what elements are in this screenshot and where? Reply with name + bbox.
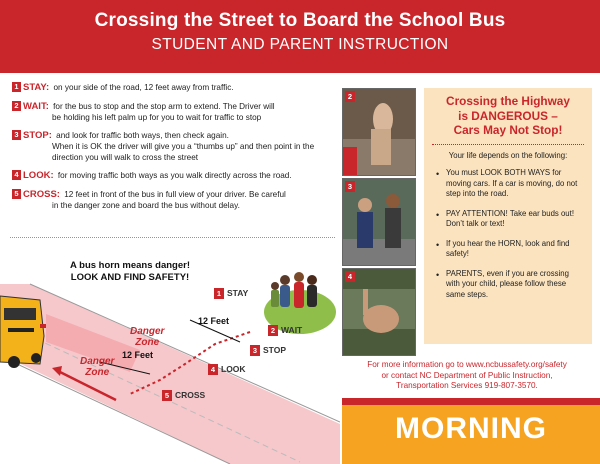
step-text: and look for traffic both ways, then check again. xyxy=(56,130,229,140)
label-text: CROSS xyxy=(175,390,206,400)
list-item: • PARENTS, even if you are crossing with your child, please follow these same steps. xyxy=(436,269,584,301)
label-number: 3 xyxy=(250,345,260,356)
label-text: WAIT xyxy=(281,325,303,335)
label-text: LOOK xyxy=(221,364,246,374)
step-wait xyxy=(12,101,338,124)
page-title: Crossing the Street to Board the School Bus xyxy=(94,10,506,31)
step-stay xyxy=(12,82,338,95)
photo-number: 4 xyxy=(345,271,355,282)
step-stop xyxy=(12,130,338,164)
zone-word: Zone xyxy=(135,337,160,348)
step-keyword: WAIT: xyxy=(23,100,49,112)
list-item: • If you hear the HORN, look and find safety! xyxy=(436,239,584,260)
step-number: 4 xyxy=(12,170,21,180)
horn-warning xyxy=(70,260,190,284)
step-number: 3 xyxy=(12,130,21,140)
list-item: • PAY ATTENTION! Take ear buds out! Don’t talk or text! xyxy=(436,209,584,230)
step-text-continued: When it is OK the driver will give you a “thumbs up” and then point in the direction you will walk to cross the street xyxy=(52,142,315,163)
panel-heading-line: Crossing the Highway xyxy=(446,94,570,108)
step-cross xyxy=(12,189,338,212)
panel-heading-line: is DANGEROUS – xyxy=(458,108,558,123)
banner-accent-strip xyxy=(342,398,600,405)
zone-word: Danger xyxy=(130,326,165,337)
more-info-line: Transportation Services 919-807-3570. xyxy=(396,381,538,391)
panel-intro: Your life depends on the following: xyxy=(448,151,568,161)
more-info-line[interactable]: For more information go to www.ncbussafety.org/safety xyxy=(367,360,567,369)
instruction-steps xyxy=(12,82,338,218)
label-number: 2 xyxy=(268,325,278,336)
diagram-label-look xyxy=(208,364,246,375)
photo-image xyxy=(343,89,416,176)
step-keyword: STOP: xyxy=(23,129,52,141)
step-look xyxy=(12,170,338,183)
step-number: 1 xyxy=(12,82,21,92)
distance-label-bottom: 12 Feet xyxy=(122,350,154,360)
photo-number: 3 xyxy=(345,181,355,192)
panel-divider xyxy=(432,144,584,145)
step-text-continued: in the danger zone and board the bus without delay. xyxy=(52,201,240,211)
photo-look-step xyxy=(342,268,416,356)
step-text: for the bus to stop and the stop arm to extend. The Driver will xyxy=(53,101,275,111)
label-number: 1 xyxy=(214,288,224,299)
label-number: 5 xyxy=(162,390,172,401)
panel-heading-line: Cars May Not Stop! xyxy=(453,123,563,138)
step-text: on your side of the road, 12 feet away from traffic. xyxy=(53,83,234,92)
distance-label-top: 12 Feet xyxy=(198,316,230,326)
highway-safety-panel xyxy=(424,88,592,344)
step-text: 12 feet in front of the bus in full view of your driver. Be careful xyxy=(64,189,286,199)
safety-bullet-list xyxy=(424,168,592,300)
horn-line-2: LOOK AND FIND SAFETY! xyxy=(70,271,190,283)
step-text: for moving traffic both ways as you walk directly across the road. xyxy=(57,171,292,181)
page-subtitle: STUDENT AND PARENT INSTRUCTION xyxy=(151,36,449,53)
diagram-label-stop xyxy=(250,345,286,356)
danger-zone-label-bottom xyxy=(80,356,114,378)
photo-stop-step xyxy=(342,178,416,266)
list-item: • You must LOOK BOTH WAYS for moving cars. If a car is moving, do not step into the road. xyxy=(436,168,584,200)
photo-wait-step xyxy=(342,88,416,176)
photo-number: 2 xyxy=(345,91,355,102)
step-text-continued: be holding his left palm up for you to wait for traffic to stop xyxy=(52,113,262,123)
section-divider xyxy=(10,237,335,238)
more-info-line: or contact NC Department of Public Instruction, xyxy=(381,370,553,380)
diagram-label-cross xyxy=(162,390,205,401)
step-number: 5 xyxy=(12,189,21,199)
label-text: STOP xyxy=(263,345,286,355)
step-keyword: CROSS: xyxy=(23,188,60,200)
panel-heading xyxy=(424,88,592,138)
step-keyword: LOOK: xyxy=(23,170,54,182)
children-figure xyxy=(271,272,317,308)
zone-word: Danger xyxy=(80,356,115,367)
school-bus xyxy=(0,296,46,368)
diagram-label-stay xyxy=(214,288,248,299)
label-number: 4 xyxy=(208,364,218,375)
more-info-text xyxy=(342,360,592,392)
danger-zone-label-top xyxy=(130,326,164,348)
header-banner xyxy=(0,0,600,73)
step-keyword: STAY: xyxy=(23,82,50,93)
zone-word: Zone xyxy=(85,367,110,378)
horn-line-1: A bus horn means danger! xyxy=(70,260,190,271)
step-number: 2 xyxy=(12,101,21,111)
photo-image xyxy=(343,269,416,356)
photo-image xyxy=(343,179,416,266)
diagram-label-wait xyxy=(268,325,302,336)
morning-banner: MORNING xyxy=(342,398,600,464)
label-text: STAY xyxy=(227,288,249,298)
